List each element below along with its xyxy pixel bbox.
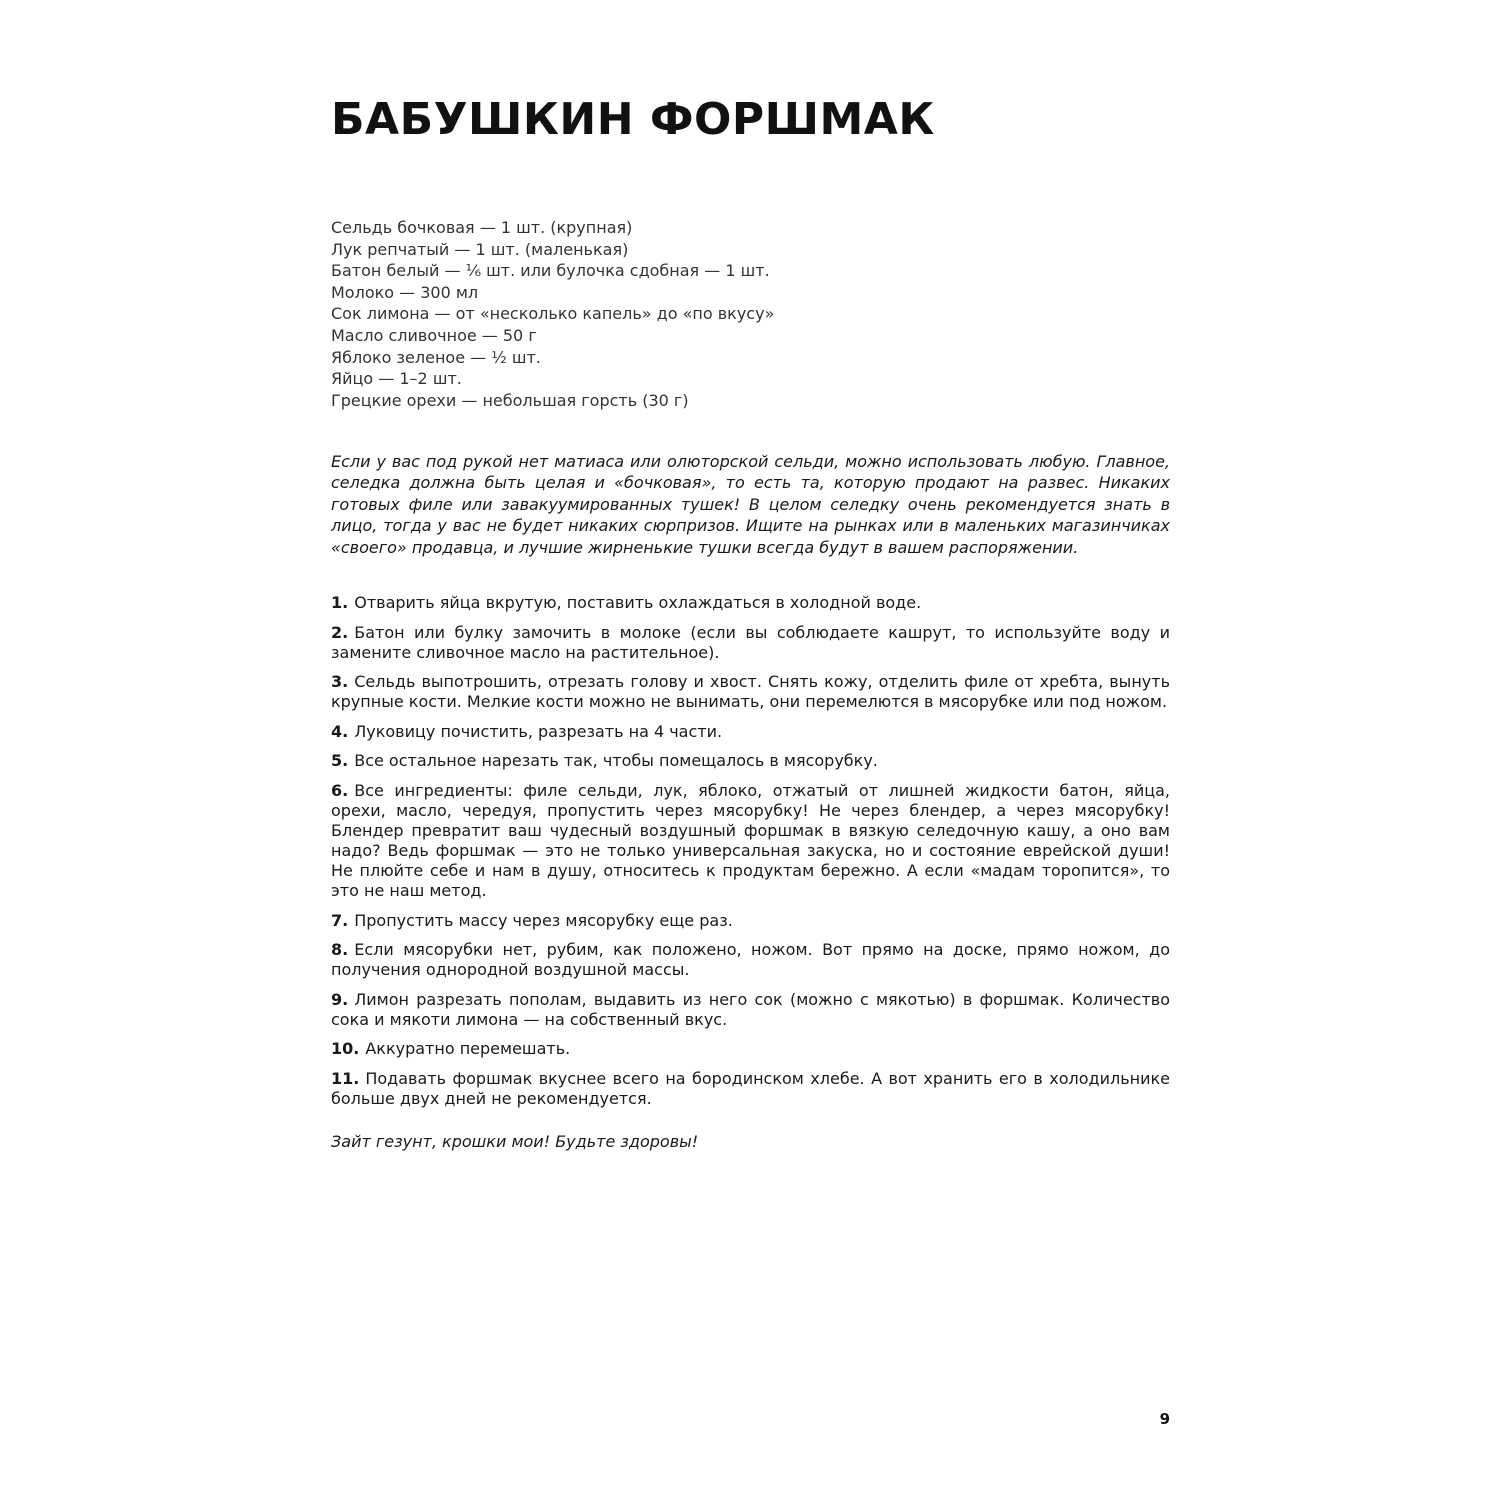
ingredient-item: Сельдь бочковая — 1 шт. (крупная) [331, 218, 633, 237]
step-number: 4. [331, 721, 349, 741]
step-text: Отварить яйца вкрутую, поставить охлаждаться в холодной воде. [354, 593, 922, 612]
step-text: Все остальное нарезать так, чтобы помещалось в мясорубку. [354, 751, 878, 771]
step-text: Подавать форшмак вкуснее всего на бородинском хлебе. А вот хранить его в холодильнике больше двух дней не рекомендуется. [331, 1068, 1170, 1108]
ingredient-item: Батон белый — ¹⁄₆ шт. или булочка сдобная — 1 шт. [331, 261, 770, 281]
ingredient-item: Яблоко зеленое — ½ шт. [331, 347, 541, 367]
step-text: Все ингредиенты: филе сельди, лук, яблоко, отжатый от лишней жидкости батон, яйца, орехи, масло, чередуя, пропустить через мясорубку! Не через блендер, а через мясорубку! Блендер превратит ваш чудесный воздушный форшмак в вязкую селедочную кашу, а оно вам надо? Ведь форшмак — это не только универсальная закуска, но и состояние еврейской души! Не плюйте себе и нам в душу, относитесь к продуктам бережно. А если «мадам торопится», то это не наш метод. [331, 780, 1170, 900]
step-text: Лимон разрезать пополам, выдавить из него сок (можно с мякотью) в форшмак. Количество сока и мякоти лимона — на собственный вкус. [331, 989, 1170, 1029]
ingredient-item: Сок лимона — от «несколько капель» до «по вкусу» [331, 304, 775, 324]
step-item [331, 781, 1170, 901]
step-item [331, 623, 1170, 663]
step-number: 7. [331, 910, 349, 930]
step-text: Луковицу почистить, разрезать на 4 части. [354, 721, 723, 741]
step-number: 1. [331, 593, 349, 612]
step-number: 9. [331, 989, 349, 1009]
closing-wish: Зайт гезунт, крошки мои! Будьте здоровы! [331, 1132, 699, 1151]
steps-list [331, 593, 1170, 1119]
step-text: Сельдь выпотрошить, отрезать голову и хвост. Снять кожу, отделить филе от хребта, вынуть крупные кости. Мелкие кости можно не вынимать, они перемелются в мясорубке или под ножом. [331, 672, 1170, 712]
step-number: 8. [331, 940, 349, 960]
step-text: Пропустить массу через мясорубку еще раз. [354, 910, 733, 930]
step-number: 11. [331, 1068, 360, 1088]
herring-note: Если у вас под рукой нет матиаса или олюторской сельди, можно использовать любую. Главное, селедка должна быть целая и «бочковая», то есть та, которую продают на развес. Никаких готовых филе или завакуумированных тушек! В целом селедку очень рекомендуется знать в лицо, тогда у вас не будет никаких сюрпризов. Ищите на рынках или в маленьких магазинчиках «своего» продавца, и лучшие жирненькие тушки всегда будут в вашем распоряжении. [331, 452, 1170, 557]
ingredient-item: Грецкие орехи — небольшая горсть (30 г) [331, 390, 689, 410]
ingredient-item: Масло сливочное — 50 г [331, 325, 537, 345]
ingredient-item: Яйцо — 1–2 шт. [331, 369, 462, 389]
recipe-page [331, 0, 1170, 1500]
step-item [331, 751, 1170, 771]
step-item [331, 1069, 1170, 1109]
ingredient-item: Лук репчатый — 1 шт. (маленькая) [331, 239, 629, 259]
step-item [331, 672, 1170, 712]
step-number: 2. [331, 622, 349, 642]
step-item [331, 940, 1170, 980]
step-item [331, 722, 1170, 742]
ingredients-list [331, 217, 774, 411]
step-item [331, 1039, 1170, 1059]
page-number: 9 [1159, 1410, 1170, 1428]
step-number: 10. [331, 1039, 360, 1059]
step-number: 6. [331, 780, 349, 800]
step-number: 5. [331, 751, 349, 771]
recipe-title: БАБУШКИН ФОРШМАК [331, 94, 935, 145]
step-item [331, 990, 1170, 1030]
step-item [331, 593, 1170, 613]
step-item [331, 911, 1170, 931]
step-text: Аккуратно перемешать. [365, 1039, 571, 1059]
step-text: Батон или булку замочить в молоке (если вы соблюдаете кашрут, то используйте воду и замените сливочное масло на растительное). [331, 622, 1170, 662]
step-text: Если мясорубки нет, рубим, как положено, ножом. Вот прямо на доске, прямо ножом, до получения однородной воздушной массы. [331, 940, 1170, 980]
ingredient-item: Молоко — 300 мл [331, 282, 479, 302]
step-number: 3. [331, 672, 349, 692]
